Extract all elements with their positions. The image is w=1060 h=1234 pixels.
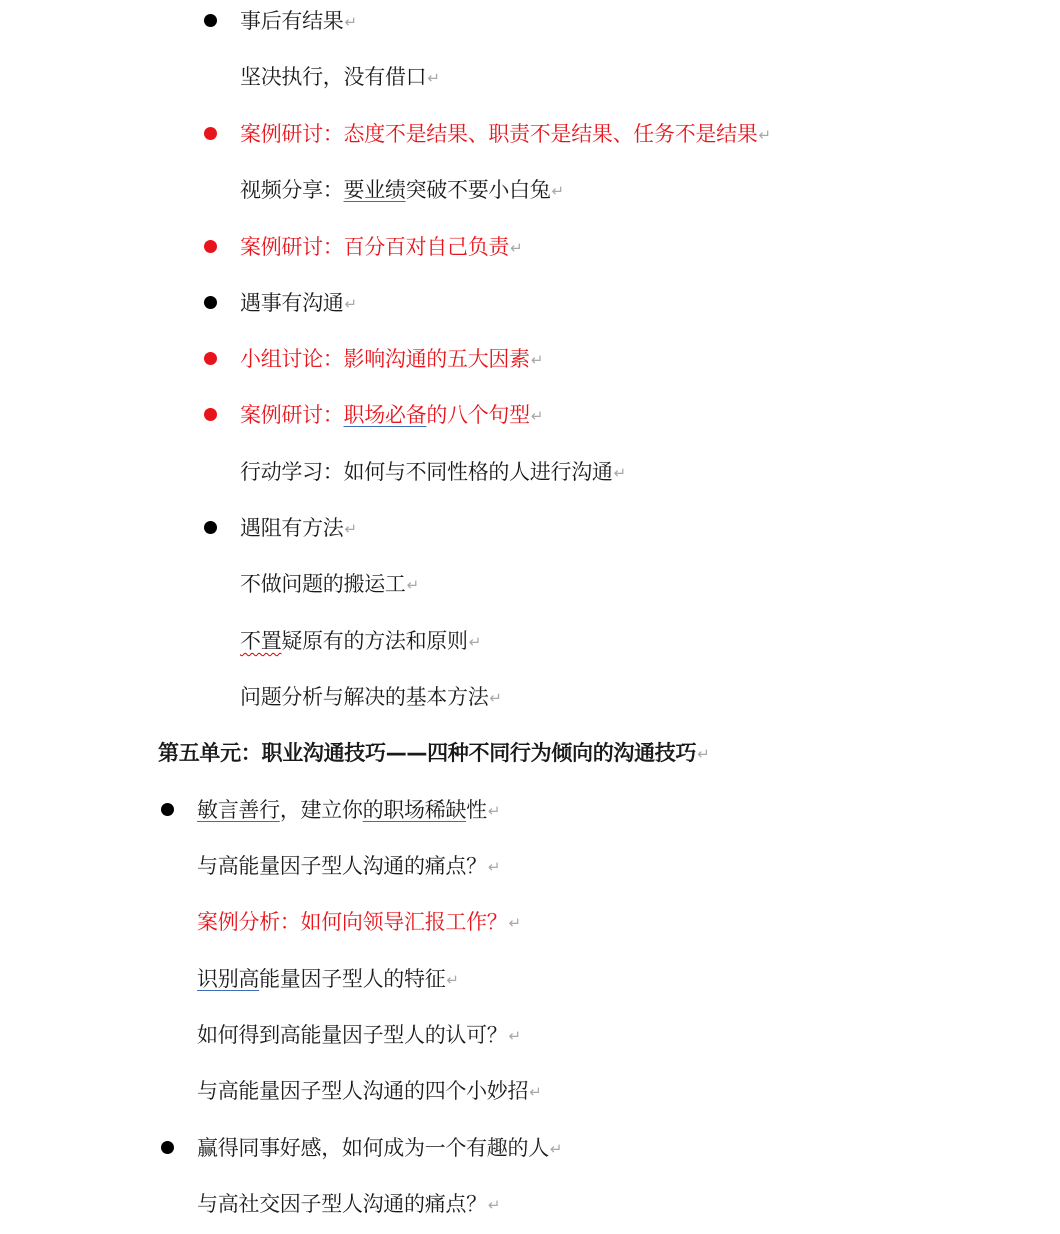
list-item [240,401,543,431]
list-item-text: 与高社交因子型人沟通的痛点？ [197,1192,487,1216]
list-item [240,627,481,657]
list-item [240,233,522,263]
list-item-text: 与高能量因子型人沟通的四个小妙招 [197,1079,529,1103]
list-item-text-post: 性 [466,798,487,822]
list-item-text: 问题分析与解决的基本方法 [240,685,489,709]
paragraph-mark-icon: ↵ [530,351,544,369]
paragraph-mark-icon: ↵ [468,633,481,651]
list-item-text: 坚决执行，没有借口 [240,65,427,89]
grammar-underline-text: 敏言善行 [197,798,280,822]
paragraph-mark-icon: ↵ [487,858,501,876]
list-item-text-post: 能量因子型人的特征 [259,967,446,991]
list-item [197,1077,541,1107]
bullet-icon [204,296,217,309]
grammar-underline-text: 职场必备 [343,403,427,427]
list-item-text: 案例分析：如何向领导汇报工作？ [197,910,508,934]
paragraph-mark-icon: ↵ [406,576,419,594]
paragraph-mark-icon: ↵ [510,239,523,257]
bullet-icon [204,521,217,534]
paragraph-mark-icon: ↵ [427,69,440,87]
list-item [240,120,771,150]
paragraph-mark-icon: ↵ [529,1083,542,1101]
paragraph-mark-icon: ↵ [508,914,521,932]
list-item [240,458,626,488]
section-heading [158,739,709,769]
list-item [240,7,357,37]
list-item [240,514,357,544]
list-item [197,1021,521,1051]
list-item-text-mid: ，建立你 [279,798,363,822]
paragraph-mark-icon: ↵ [508,1027,521,1045]
list-item-text: 事后有结果 [240,9,344,33]
list-item [240,683,502,713]
paragraph-mark-icon: ↵ [758,126,771,144]
list-item-text: 与高能量因子型人沟通的痛点？ [197,854,487,878]
bullet-icon [204,352,217,365]
list-item-text: 案例研讨：态度不是结果、职责不是结果、任务不是结果 [240,122,758,146]
list-item-text: 行动学习：如何与不同性格的人进行沟通 [240,460,613,484]
bullet-icon [161,1141,174,1154]
paragraph-mark-icon: ↵ [344,13,357,31]
paragraph-mark-icon: ↵ [613,464,626,482]
list-item [240,63,440,93]
grammar-underline-text: 识别高 [197,967,260,991]
paragraph-mark-icon: ↵ [549,1140,563,1158]
list-item-text-post: 疑原有的方法和原则 [281,629,468,653]
paragraph-mark-icon: ↵ [344,520,357,538]
list-item-text: 不做问题的搬运工 [240,572,406,596]
list-item-text: 遇事有沟通 [240,291,344,315]
list-item-text: 案例研讨：百分百对自己负责 [240,235,510,259]
bullet-icon [204,408,217,421]
paragraph-mark-icon: ↵ [487,1196,501,1214]
list-item-text: 小组讨论：影响沟通的五大因素 [240,347,530,371]
list-item [240,176,564,206]
paragraph-mark-icon: ↵ [697,745,710,763]
paragraph-mark-icon: ↵ [530,407,544,425]
grammar-underline-text: 的职场稀缺 [362,798,467,822]
grammar-underline-text: 要业绩 [343,178,406,202]
paragraph-mark-icon: ↵ [487,802,501,820]
paragraph-mark-icon: ↵ [551,182,564,200]
list-item-text: 如何得到高能量因子型人的认可？ [197,1023,508,1047]
bullet-icon [161,803,174,816]
list-item [197,796,500,826]
list-item [197,1190,500,1220]
list-item [197,965,459,995]
list-item [197,852,500,882]
list-item-text: 遇阻有方法 [240,516,344,540]
list-item-text-pre: 视频分享： [240,178,344,202]
list-item [197,1134,562,1164]
section-heading-text: 第五单元：职业沟通技巧——四种不同行为倾向的沟通技巧 [158,741,697,765]
spelling-underline-text: 不置 [240,629,282,653]
list-item [240,289,357,319]
list-item-text: 赢得同事好感，如何成为一个有趣的人 [197,1136,549,1160]
list-item-text-post: 突破不要小白兔 [405,178,551,202]
list-item [240,570,419,600]
bullet-icon [204,14,217,27]
list-item [240,345,543,375]
bullet-icon [204,127,217,140]
list-item [197,908,521,938]
list-item-text-post: 的八个句型 [426,403,530,427]
list-item-text-pre: 案例研讨： [240,403,344,427]
paragraph-mark-icon: ↵ [489,689,502,707]
paragraph-mark-icon: ↵ [446,971,459,989]
paragraph-mark-icon: ↵ [344,295,357,313]
bullet-icon [204,240,217,253]
